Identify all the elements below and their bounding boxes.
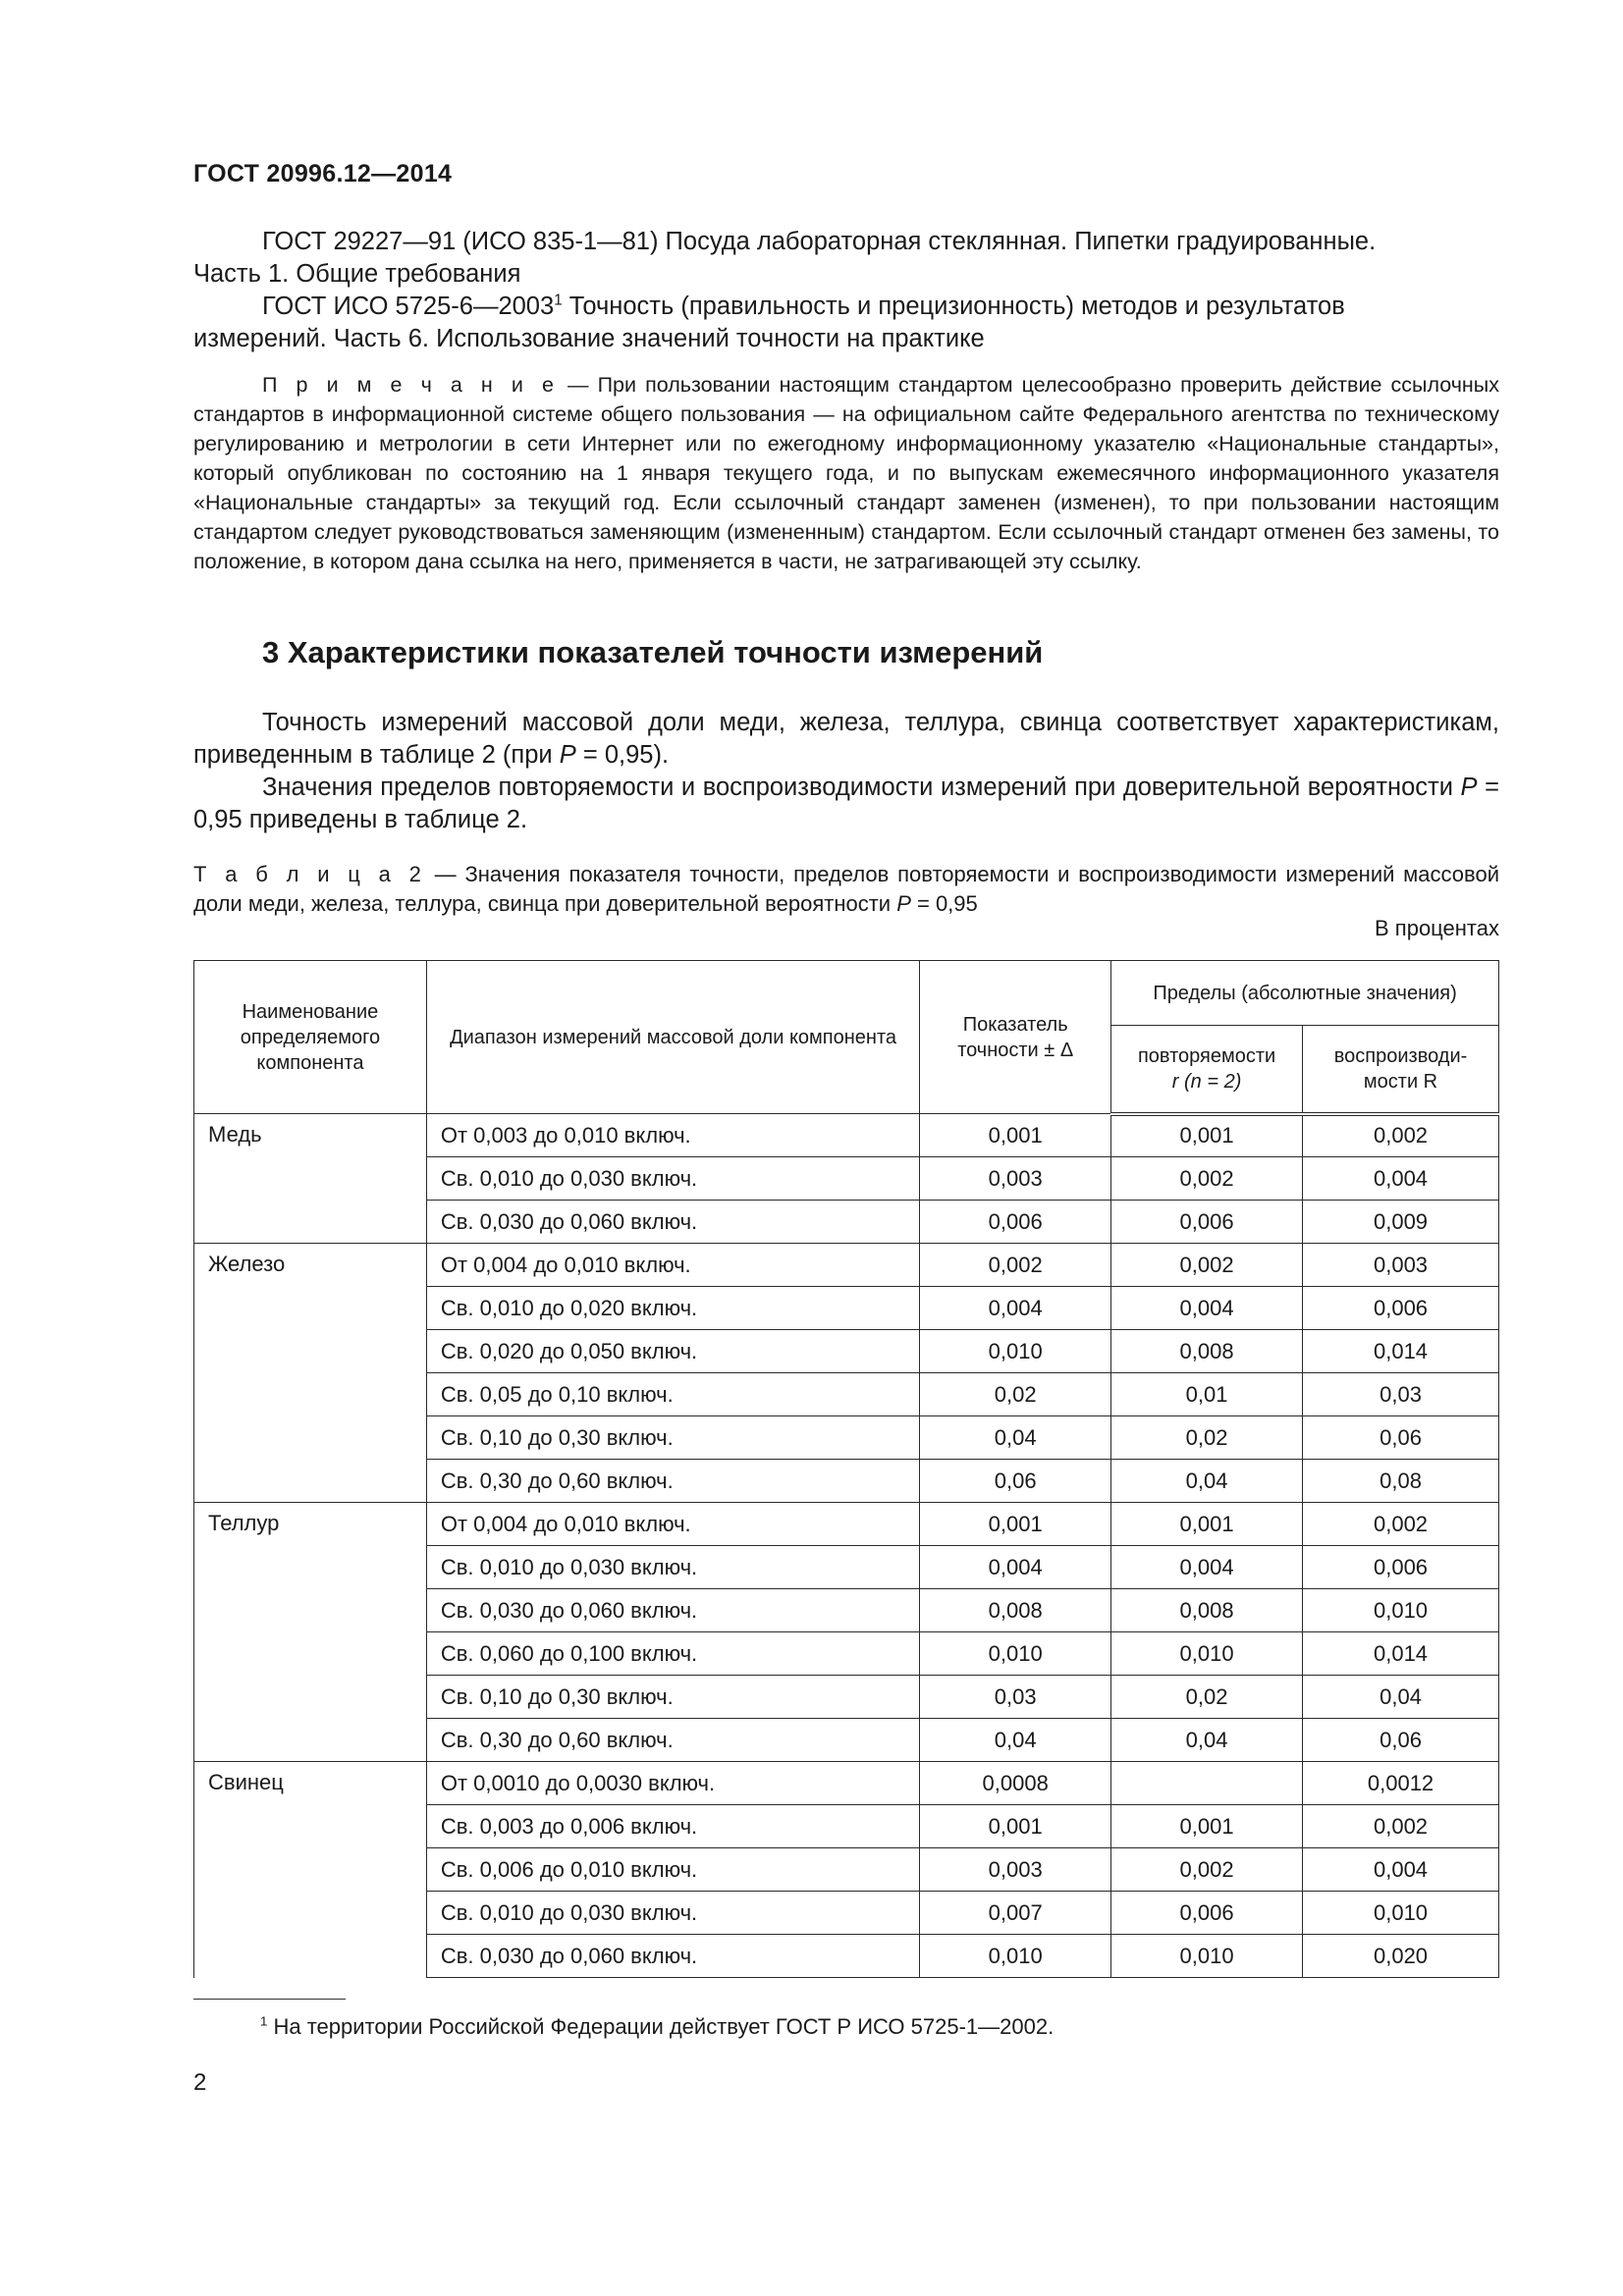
range-cell: От 0,004 до 0,010 включ. [426,1244,919,1287]
reproducibility-cell: 0,014 [1303,1330,1499,1373]
repeatability-cell: 0,010 [1111,1632,1303,1676]
accuracy-cell: 0,03 [920,1676,1111,1719]
accuracy-cell: 0,006 [920,1201,1111,1244]
table-caption-label: Т а б л и ц а 2 [193,862,426,886]
range-cell: Св. 0,05 до 0,10 включ. [426,1373,919,1416]
table-row [194,1762,1499,1805]
reproducibility-cell: 0,006 [1303,1546,1499,1589]
repeatability-cell [1111,1762,1303,1805]
repeatability-cell: 0,002 [1111,1848,1303,1892]
component-cell: Медь [194,1114,427,1244]
component-cell: Теллур [194,1503,427,1762]
note-label: П р и м е ч а н и е [262,373,559,397]
header-limits: Пределы (абсолютные значения) [1111,961,1499,1026]
accuracy-cell: 0,04 [920,1719,1111,1762]
accuracy-cell: 0,04 [920,1416,1111,1460]
range-cell: От 0,003 до 0,010 включ. [426,1114,919,1157]
range-cell: От 0,0010 до 0,0030 включ. [426,1762,919,1805]
range-cell: Св. 0,030 до 0,060 включ. [426,1589,919,1632]
footnote-ref[interactable]: 1 [554,292,563,309]
reproducibility-cell: 0,06 [1303,1416,1499,1460]
repeatability-cell: 0,004 [1111,1287,1303,1330]
reference-item [193,291,1499,355]
accuracy-cell: 0,001 [920,1805,1111,1848]
accuracy-cell: 0,004 [920,1287,1111,1330]
section-title: 3 Характеристики показателей точности измерений [262,635,1044,669]
reference-text: Точность (правильность и прецизионность) методов и результатов [562,293,1345,320]
reproducibility-cell: 0,0012 [1303,1762,1499,1805]
range-cell: Св. 0,030 до 0,060 включ. [426,1201,919,1244]
repeatability-cell: 0,001 [1111,1805,1303,1848]
reproducibility-cell: 0,04 [1303,1676,1499,1719]
component-cell: Свинец [194,1762,427,1978]
component-cell: Железо [194,1244,427,1503]
repeatability-cell: 0,004 [1111,1546,1303,1589]
range-cell: Св. 0,003 до 0,006 включ. [426,1805,919,1848]
range-cell: Св. 0,010 до 0,020 включ. [426,1287,919,1330]
repeatability-cell: 0,010 [1111,1935,1303,1978]
table-body [194,1114,1499,1978]
body-paragraph: Значения пределов повторяемости и воспроизводимости измерений при доверительной вероятности P = 0,95 приведены в таблице 2. [193,774,1499,833]
range-cell: Св. 0,010 до 0,030 включ. [426,1892,919,1935]
range-cell: Св. 0,30 до 0,60 включ. [426,1460,919,1503]
reference-item [193,226,1499,291]
range-cell: Св. 0,10 до 0,30 включ. [426,1676,919,1719]
accuracy-cell: 0,010 [920,1330,1111,1373]
reference-text: ГОСТ 29227—91 (ИСО 835-1—81) Посуда лабораторная стеклянная. Пипетки градуированные. [262,228,1377,255]
repeatability-cell: 0,02 [1111,1676,1303,1719]
reproducibility-cell: 0,004 [1303,1157,1499,1201]
repeatability-cell: 0,04 [1111,1460,1303,1503]
range-cell: Св. 0,010 до 0,030 включ. [426,1546,919,1589]
repeatability-cell: 0,001 [1111,1114,1303,1157]
header-repeatability: повторяемости r (n = 2) [1111,1026,1303,1114]
range-cell: Св. 0,10 до 0,30 включ. [426,1416,919,1460]
range-cell: Св. 0,060 до 0,100 включ. [426,1632,919,1676]
repeatability-cell: 0,008 [1111,1330,1303,1373]
reproducibility-cell: 0,003 [1303,1244,1499,1287]
range-cell: Св. 0,010 до 0,030 включ. [426,1157,919,1201]
accuracy-cell: 0,010 [920,1935,1111,1978]
repeatability-cell: 0,04 [1111,1719,1303,1762]
reproducibility-cell: 0,002 [1303,1503,1499,1546]
reproducibility-cell: 0,03 [1303,1373,1499,1416]
reproducibility-cell: 0,06 [1303,1719,1499,1762]
table-units: В процентах [1375,916,1499,940]
repeatability-cell: 0,006 [1111,1892,1303,1935]
accuracy-cell: 0,06 [920,1460,1111,1503]
reference-text: измерений. Часть 6. Использование значений точности на практике [193,325,985,352]
accuracy-cell: 0,001 [920,1114,1111,1157]
repeatability-cell: 0,02 [1111,1416,1303,1460]
header-range: Диапазон измерений массовой доли компонента [426,961,919,1114]
table-row [194,1503,1499,1546]
note-text: — При пользовании настоящим стандартом целесообразно проверить действие ссылочных стандартов в информационной системе общего пользования — на официальном сайте Федерального агентства по техническому регулированию и метрологии в сети Интернет или по ежегодному информационному указателю «Национальные стандарты», который опубликован по состоянию на 1 января текущего года, и по выпускам ежемесячного информационного указателя «Национальные стандарты» за текущий год. Если ссылочный стандарт заменен (изменен), то при пользовании настоящим стандартом следует руководствоваться заменяющим (измененным) стандартом. Если ссылочный стандарт отменен без замены, то положение, в котором дана ссылка на него, применяется в части, не затрагивающей эту ссылку. [193,373,1499,573]
reproducibility-cell: 0,014 [1303,1632,1499,1676]
header-reproducibility: воспроизводи- мости R [1303,1026,1499,1114]
reproducibility-cell: 0,08 [1303,1460,1499,1503]
accuracy-cell: 0,02 [920,1373,1111,1416]
accuracy-cell: 0,010 [920,1632,1111,1676]
reproducibility-cell: 0,002 [1303,1114,1499,1157]
repeatability-cell: 0,008 [1111,1589,1303,1632]
accuracy-cell: 0,003 [920,1157,1111,1201]
reproducibility-cell: 0,006 [1303,1287,1499,1330]
footnote-mark: 1 [260,2013,268,2029]
accuracy-cell: 0,008 [920,1589,1111,1632]
footnote-text: На территории Российской Федерации действует ГОСТ Р ИСО 5725-1—2002. [267,2014,1055,2039]
repeatability-cell: 0,002 [1111,1157,1303,1201]
repeatability-cell: 0,006 [1111,1201,1303,1244]
reproducibility-cell: 0,020 [1303,1935,1499,1978]
range-cell: Св. 0,006 до 0,010 включ. [426,1848,919,1892]
table-row [194,1114,1499,1157]
range-cell: От 0,004 до 0,010 включ. [426,1503,919,1546]
accuracy-cell: 0,004 [920,1546,1111,1589]
footnote [260,2014,1054,2040]
reproducibility-cell: 0,010 [1303,1892,1499,1935]
accuracy-cell: 0,002 [920,1244,1111,1287]
range-cell: Св. 0,030 до 0,060 включ. [426,1935,919,1978]
page-number: 2 [193,2069,207,2096]
document-code-header: ГОСТ 20996.12—2014 [193,160,453,187]
repeatability-cell: 0,002 [1111,1244,1303,1287]
table-caption: Т а б л и ц а 2 — Значения показателя точности, пределов повторяемости и воспроизводимости измерений массовой доли меди, железа, теллура, свинца при доверительной вероятности P = 0,95 [193,862,1499,916]
accuracy-cell: 0,003 [920,1848,1111,1892]
note-block [193,370,1499,576]
table-row [194,1244,1499,1287]
range-cell: Св. 0,020 до 0,050 включ. [426,1330,919,1373]
reproducibility-cell: 0,004 [1303,1848,1499,1892]
accuracy-table [193,960,1499,1978]
reproducibility-cell: 0,009 [1303,1201,1499,1244]
reference-text: Часть 1. Общие требования [193,260,521,288]
accuracy-cell: 0,0008 [920,1762,1111,1805]
reference-text: ГОСТ ИСО 5725-6—2003 [262,293,555,320]
accuracy-cell: 0,001 [920,1503,1111,1546]
reproducibility-cell: 0,010 [1303,1589,1499,1632]
body-paragraph: Точность измерений массовой доли меди, железа, теллура, свинца соответствует характеристикам, приведенным в таблице 2 (при P = 0,95). [193,709,1499,769]
reproducibility-cell: 0,002 [1303,1805,1499,1848]
range-cell: Св. 0,30 до 0,60 включ. [426,1719,919,1762]
header-accuracy: Показатель точности ± Δ [920,961,1111,1114]
footnote-divider [193,1999,346,2000]
repeatability-cell: 0,001 [1111,1503,1303,1546]
repeatability-cell: 0,01 [1111,1373,1303,1416]
accuracy-cell: 0,007 [920,1892,1111,1935]
header-component: Наименование определяемого компонента [194,961,427,1114]
